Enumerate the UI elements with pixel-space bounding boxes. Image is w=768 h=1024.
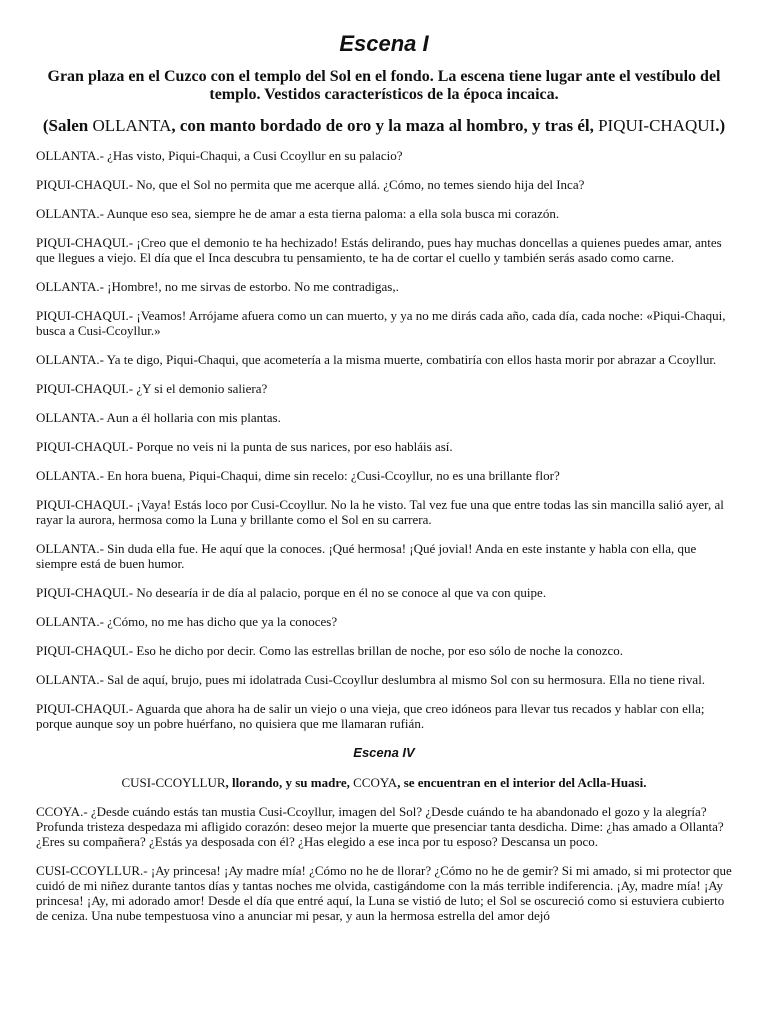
dialogue-line: PIQUI-CHAQUI.- No desearía ir de día al palacio, porque en él no se conoce al que va con quipe. [36, 585, 547, 600]
stage-text: , se encuentran en el interior del Aclla-Huasi. [397, 775, 647, 790]
dialogue-line: OLLANTA.- ¿Has visto, Piqui-Chaqui, a Cusi Ccoyllur en su palacio? [36, 148, 403, 163]
dialogue-line: PIQUI-CHAQUI.- Aguarda que ahora ha de salir un viejo o una vieja, que creo idóneos para llevar tus recados y hablar con ella; porque aunque soy un pobre huérfano, no quisiera que me llamaran rufián. [36, 701, 705, 731]
dialogue-line: PIQUI-CHAQUI.- Eso he dicho por decir. Como las estrellas brillan de noche, por eso sólo de noche la conozco. [36, 643, 624, 658]
scene-1-title: Escena I [339, 31, 429, 56]
dialogue-line: OLLANTA.- En hora buena, Piqui-Chaqui, dime sin recelo: ¿Cusi-Ccoyllur, no es una brillante flor? [36, 468, 560, 483]
dialogue-line: PIQUI-CHAQUI.- ¡Creo que el demonio te ha hechizado! Estás delirando, pues hay muchas doncellas a quienes puedes amar, antes que llegues a viejo. El día que el Inca descubra tu pensamiento, te ha de cortar el cuello y también serás asado como carne. [36, 235, 722, 265]
dialogue-line: PIQUI-CHAQUI.- Porque no veis ni la punta de sus narices, por eso habláis así. [36, 439, 453, 454]
dialogue-line: CCOYA.- ¿Desde cuándo estás tan mustia Cusi-Ccoyllur, imagen del Sol? ¿Desde cuándo te ha abandonado el gozo y la alegría? Profunda tristeza despedaza mi afligido corazón: deseo mejor la muerte que presenciar tanta desdicha. Dime: ¿has amado a Ollanta? ¿Eres su compañera? ¿Estás ya desposada con él? ¿Has elegido a ese inca por tu esposo? Descansa un poco. [36, 804, 724, 849]
stage-text: , llorando, y su madre, [225, 775, 354, 790]
stage-text: , con manto bordado de oro y la maza al hombro, y tras él, [171, 116, 599, 135]
dialogue-line: OLLANTA.- Sin duda ella fue. He aquí que la conoces. ¡Qué hermosa! ¡Qué jovial! Anda en este instante y habla con ella, que siempre está de buen humor. [36, 541, 697, 571]
character-name: CCOYA [353, 775, 398, 790]
character-name: PIQUI-CHAQUI [598, 116, 716, 135]
dialogue-line: PIQUI-CHAQUI.- No, que el Sol no permita que me acerque allá. ¿Cómo, no temes siendo hija del Inca? [36, 177, 585, 192]
dialogue-line: OLLANTA.- ¿Cómo, no me has dicho que ya la conoces? [36, 614, 338, 629]
stage-text: .) [715, 116, 726, 135]
dialogue-line: PIQUI-CHAQUI.- ¡Veamos! Arrójame afuera como un can muerto, y ya no me dirás cada año, cada día, cada noche: «Piqui-Chaqui, busca a Cusi-Ccoyllur.» [36, 308, 726, 338]
dialogue-line: OLLANTA.- Sal de aquí, brujo, pues mi idolatrada Cusi-Ccoyllur deslumbra al mismo Sol con su hermosura. Ella no tiene rival. [36, 672, 706, 687]
dialogue-line: PIQUI-CHAQUI.- ¿Y si el demonio saliera? [36, 381, 268, 396]
character-name: CUSI-CCOYLLUR [121, 775, 226, 790]
dialogue-line: OLLANTA.- Aunque eso sea, siempre he de amar a esta tierna paloma: a ella sola busca mi corazón. [36, 206, 560, 221]
scene-4-stage-direction [36, 775, 732, 790]
dialogue-line: PIQUI-CHAQUI.- ¡Vaya! Estás loco por Cusi-Ccoyllur. No la he visto. Tal vez fue una que entre todas las sin mancilla salió ayer, al rayar la aurora, hermosa como la Luna y brillante como el Sol en su carrera. [36, 497, 724, 527]
scene-4-title: Escena IV [353, 745, 415, 760]
stage-text: (Salen [42, 116, 93, 135]
dialogue-line: OLLANTA.- ¡Hombre!, no me sirvas de estorbo. No me contradigas,. [36, 279, 399, 294]
character-name: OLLANTA [92, 116, 172, 135]
dialogue-line: CUSI-CCOYLLUR.- ¡Ay princesa! ¡Ay madre mía! ¿Cómo no he de llorar? ¿Cómo no he de gemir? Si mi amado, si mi protector que cuidó de mi niñez durante tantos días y tantas noches me olvida, castigándome con la más terrible indiferencia. ¡Ay, madre mía! ¡Ay princesa! ¡Ay, mi adorado amor! Desde el día que entré aquí, la Luna se vistió de luto; el Sol se oscureció como si estuviera cubierto de ceniza. Una nube tempestuosa vino a anunciar mi pesar, y aun la hermosa estrella del amor dejó [36, 863, 732, 923]
dialogue-line: OLLANTA.- Ya te digo, Piqui-Chaqui, que acometería a la misma muerte, combatiría con ellos hasta morir por abrazar a Ccoyllur. [36, 352, 717, 367]
scene-1-stage-direction [36, 116, 732, 136]
dialogue-line: OLLANTA.- Aun a él hollaria con mis plantas. [36, 410, 281, 425]
scene-1-setting: Gran plaza en el Cuzco con el templo del Sol en el fondo. La escena tiene lugar ante el vestíbulo del templo. Vestidos característicos de la época incaica. [47, 68, 721, 103]
